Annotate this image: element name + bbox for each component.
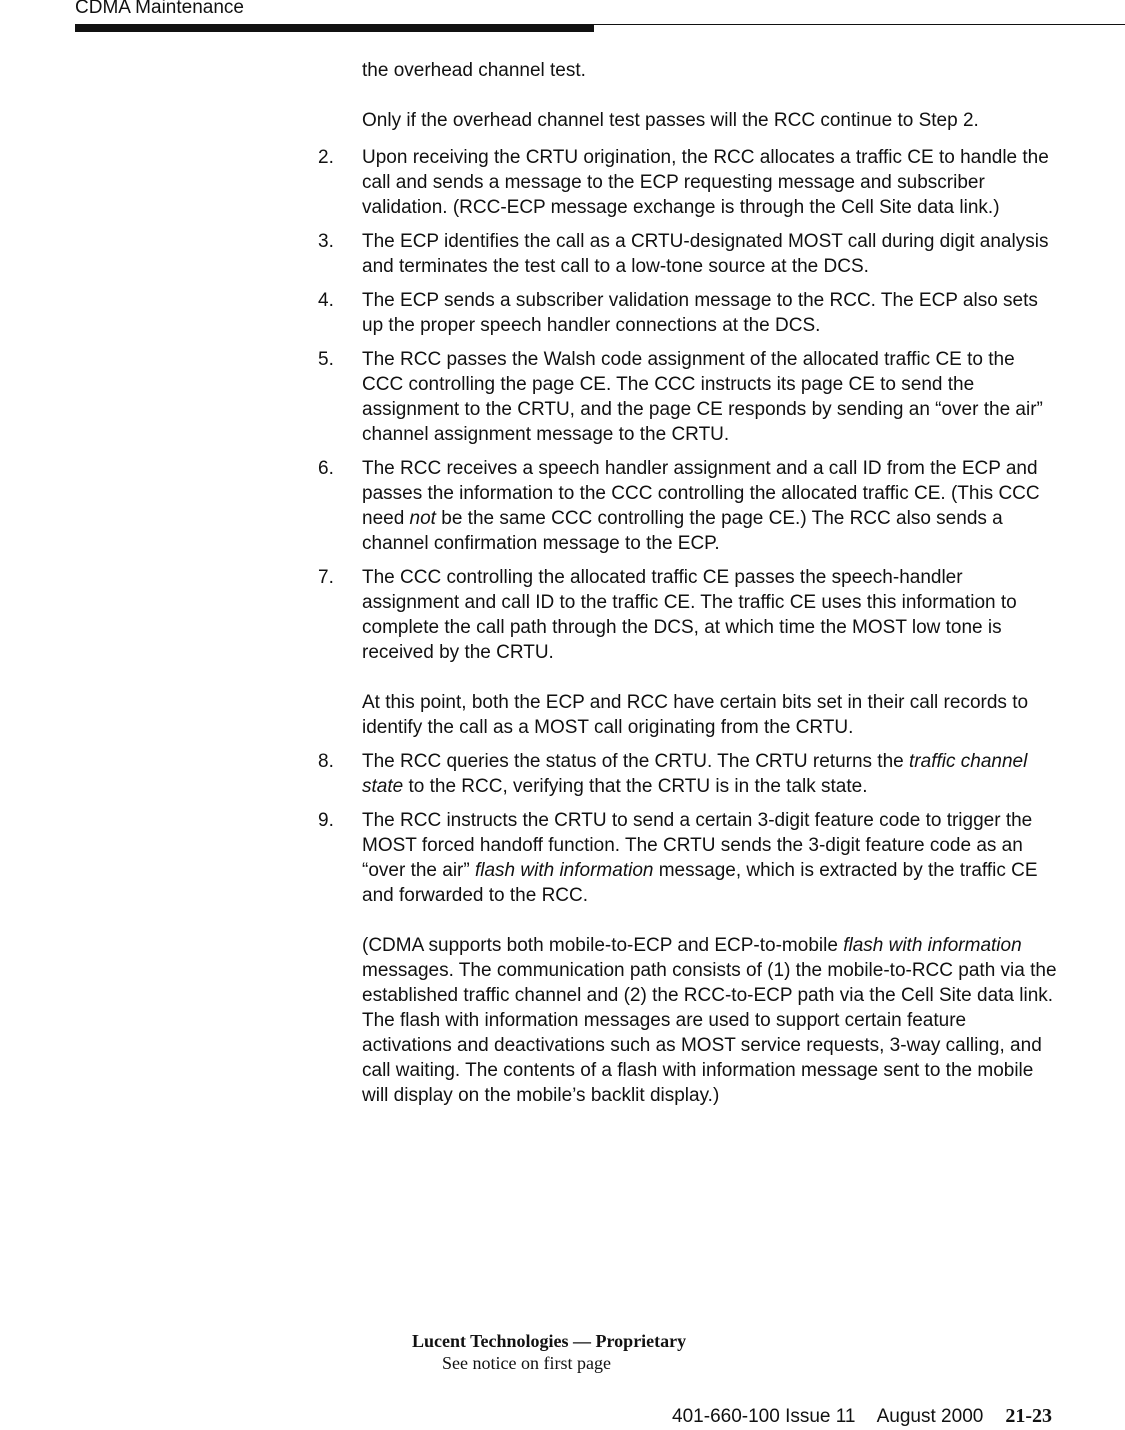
step-3	[318, 229, 1058, 279]
step-number: 2.	[318, 147, 334, 168]
step-4	[318, 288, 1058, 338]
step-number: 3.	[318, 231, 334, 252]
step-note: At this point, both the ECP and RCC have certain bits set in their call records to identify the call as a MOST call originating from the CRTU.	[362, 692, 1029, 738]
step-emphasis: flash with information	[843, 935, 1022, 956]
page-number: 21-23	[1005, 1405, 1052, 1427]
page-body	[318, 58, 1058, 1117]
step-text-part: The RCC receives a speech handler assignment and a call ID from the ECP and passes the information to the CCC controlling the allocated traffic CE. (This CCC need	[362, 458, 1040, 529]
step-2	[318, 145, 1058, 220]
step-text-part: message, which is extracted by the traffic CE and forwarded to the RCC.	[362, 860, 1038, 906]
step-text: The ECP identifies the call as a CRTU-designated MOST call during digit analysis and terminates the test call to a low-tone source at the DCS.	[362, 231, 1049, 277]
step-emphasis: flash with information	[474, 860, 654, 881]
step-text	[362, 456, 1058, 556]
running-header-title: CDMA Maintenance	[75, 0, 244, 18]
intro-continuation: the overhead channel test.	[362, 60, 586, 81]
step-number: 7.	[318, 567, 334, 588]
step-number: 5.	[318, 349, 334, 370]
footer-company: Lucent Technologies — Proprietary	[412, 1331, 687, 1351]
step-number: 6.	[318, 458, 334, 479]
step-text-part: The RCC queries the status of the CRTU. The CRTU returns the	[362, 751, 910, 772]
step-5	[318, 347, 1058, 447]
footer-doc-id: 401-660-100 Issue 11	[672, 1406, 856, 1427]
intro-note: Only if the overhead channel test passes will the RCC continue to Step 2.	[362, 110, 979, 131]
footer-date: August 2000	[876, 1406, 984, 1427]
step-text: Upon receiving the CRTU origination, the RCC allocates a traffic CE to handle the call and sends a message to the ECP requesting message and subscriber validation. (RCC-ECP message exchange is through the Cell Site data link.)	[362, 147, 1049, 218]
step-7	[318, 565, 1058, 740]
step-text: The RCC passes the Walsh code assignment of the allocated traffic CE to the CCC controlling the page CE. The CCC instructs its page CE to send the assignment to the CRTU, and the page CE responds by sending an “over the air” channel assignment message to the CRTU.	[362, 349, 1043, 445]
step-emphasis: traffic channel state	[362, 751, 1028, 797]
step-note	[362, 933, 1058, 1108]
footer-doc-info	[0, 1405, 1052, 1428]
step-emphasis: not	[409, 508, 436, 529]
step-9	[318, 808, 1058, 1108]
step-number: 8.	[318, 751, 334, 772]
step-text: The ECP sends a subscriber validation message to the RCC. The ECP also sets up the proper speech handler connections at the DCS.	[362, 290, 1038, 336]
step-text	[362, 808, 1058, 908]
step-8	[318, 749, 1058, 799]
step-number: 9.	[318, 810, 334, 831]
step-number: 4.	[318, 290, 334, 311]
step-text	[362, 749, 1058, 799]
procedure-steps	[318, 145, 1058, 1108]
step-text-part: to the RCC, verifying that the CRTU is in the talk state.	[403, 776, 868, 797]
step-text-part: The RCC instructs the CRTU to send a certain 3-digit feature code to trigger the MOST forced handoff function. The CRTU sends the 3-digit feature code as an “over the air”	[362, 810, 1033, 881]
step-text: The CCC controlling the allocated traffic CE passes the speech-handler assignment and call ID to the traffic CE. The traffic CE uses this information to complete the call path through the DCS, at which time the MOST low tone is received by the CRTU.	[362, 567, 1017, 663]
step-text-part: messages. The communication path consists of (1) the mobile-to-RCC path via the established traffic channel and (2) the RCC-to-ECP path via the Cell Site data link. The flash with information messages are used to support certain feature activations and deactivations such as MOST service requests, 3-way calling, and call waiting. The contents of a flash with information message sent to the mobile will display on the mobile’s backlit display.)	[362, 960, 1057, 1106]
step-text-part: (CDMA supports both mobile-to-ECP and ECP-to-mobile	[362, 935, 844, 956]
step-6	[318, 456, 1058, 556]
footer-notice: See notice on first page	[442, 1353, 611, 1373]
step-text-part: be the same CCC controlling the page CE.) The RCC also sends a channel confirmation message to the ECP.	[362, 508, 1003, 554]
header-rule-bar	[75, 24, 594, 32]
